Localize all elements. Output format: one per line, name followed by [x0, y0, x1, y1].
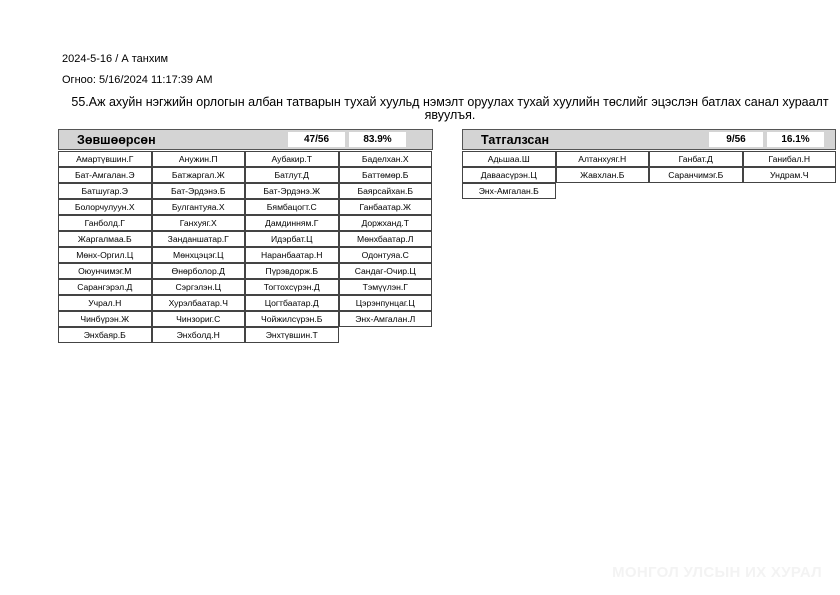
member-name-cell: Хурэлбаатар.Ч	[152, 295, 246, 311]
member-name-cell: Батжаргал.Ж	[152, 167, 246, 183]
member-name-cell: Энхбаяр.Б	[58, 327, 152, 343]
approved-percent: 83.9%	[349, 132, 406, 147]
member-name-cell: Тогтохсүрэн.Д	[245, 279, 339, 295]
member-name-cell: Даваасүрэн.Ц	[462, 167, 556, 183]
member-name-cell: Энхтүвшин.Т	[245, 327, 339, 343]
member-name-cell: Өнөрболор.Д	[152, 263, 246, 279]
vote-title: 55.Аж ахуйн нэгжийн орлогын албан татварын тухай хуульд нэмэлт оруулах тухай хуулийн төслийг эцэслэн батлах санал хураалт явуулъя.	[71, 95, 829, 122]
member-name-cell: Булгантуяа.Х	[152, 199, 246, 215]
watermark: МОНГОЛ УЛСЫН ИХ ХУРАЛ	[612, 564, 822, 581]
member-name-cell: Энх-Амгалан.Б	[462, 183, 556, 199]
rejected-header	[462, 129, 836, 150]
rejected-block	[462, 129, 836, 199]
member-name-cell: Ганболд.Г	[58, 215, 152, 231]
approved-names-grid	[58, 151, 433, 343]
member-name-cell: Мөнхбаатар.Л	[339, 231, 433, 247]
generated-timestamp: Огноо: 5/16/2024 11:17:39 AM	[62, 74, 213, 86]
member-name-cell: Амартүвшин.Г	[58, 151, 152, 167]
member-name-cell: Бат-Эрдэнэ.Ж	[245, 183, 339, 199]
member-name-cell: Наранбаатар.Н	[245, 247, 339, 263]
member-name-cell: Дамдинням.Г	[245, 215, 339, 231]
member-name-cell: Бат-Эрдэнэ.Б	[152, 183, 246, 199]
member-name-cell: Пүрэвдорж.Б	[245, 263, 339, 279]
member-name-cell: Чойжилсүрэн.Б	[245, 311, 339, 327]
member-name-cell: Баярсайхан.Б	[339, 183, 433, 199]
member-name-cell: Сандаг-Очир.Ц	[339, 263, 433, 279]
member-name-cell: Тэмүүлэн.Г	[339, 279, 433, 295]
member-name-cell: Занданшатар.Г	[152, 231, 246, 247]
approved-label: Зөвшөөрсөн	[77, 133, 156, 147]
member-name-cell: Жаргалмаа.Б	[58, 231, 152, 247]
member-name-cell: Ганибал.Н	[743, 151, 837, 167]
member-name-cell: Сэргэлэн.Ц	[152, 279, 246, 295]
rejected-label: Татгалзсан	[481, 133, 550, 147]
member-name-cell: Алтанхуяг.Н	[556, 151, 650, 167]
member-name-cell: Чинзориг.С	[152, 311, 246, 327]
date-room-line: 2024-5-16 / А танхим	[62, 53, 169, 65]
approved-count: 47/56	[288, 132, 345, 147]
member-name-cell: Ганхуяг.Х	[152, 215, 246, 231]
rejected-percent: 16.1%	[767, 132, 824, 147]
member-name-cell: Цогтбаатар.Д	[245, 295, 339, 311]
member-name-cell: Болорчулуун.Х	[58, 199, 152, 215]
rejected-names-grid	[462, 151, 836, 199]
member-name-cell: Анужин.П	[152, 151, 246, 167]
member-name-cell: Батшугар.Э	[58, 183, 152, 199]
member-name-cell: Батлут.Д	[245, 167, 339, 183]
member-name-cell: Жавхлан.Б	[556, 167, 650, 183]
member-name-cell: Аубакир.Т	[245, 151, 339, 167]
member-name-cell: Энхболд.Н	[152, 327, 246, 343]
member-name-cell: Ундрам.Ч	[743, 167, 837, 183]
member-name-cell: Чинбүрэн.Ж	[58, 311, 152, 327]
member-name-cell: Мөнхцэцэг.Ц	[152, 247, 246, 263]
member-name-cell: Оюунчимэг.М	[58, 263, 152, 279]
member-name-cell: Ганбат.Д	[649, 151, 743, 167]
member-name-cell: Энх-Амгалан.Л	[339, 311, 433, 327]
member-name-cell: Мөнх-Оргил.Ц	[58, 247, 152, 263]
member-name-cell: Бямбацогт.С	[245, 199, 339, 215]
member-name-cell: Учрал.Н	[58, 295, 152, 311]
member-name-cell: Бат-Амгалан.Э	[58, 167, 152, 183]
member-name-cell: Идэрбат.Ц	[245, 231, 339, 247]
member-name-cell: Одонтуяа.С	[339, 247, 433, 263]
rejected-count: 9/56	[709, 132, 763, 147]
member-name-cell: Цэрэнпунцаг.Ц	[339, 295, 433, 311]
member-name-cell: Ганбаатар.Ж	[339, 199, 433, 215]
member-name-cell: Адьшаа.Ш	[462, 151, 556, 167]
member-name-cell: Доржханд.Т	[339, 215, 433, 231]
approved-header	[58, 129, 433, 150]
approved-block	[58, 129, 433, 343]
member-name-cell: Баделхан.Х	[339, 151, 433, 167]
member-name-cell: Баттөмөр.Б	[339, 167, 433, 183]
member-name-cell: Сарангэрэл.Д	[58, 279, 152, 295]
member-name-cell: Саранчимэг.Б	[649, 167, 743, 183]
